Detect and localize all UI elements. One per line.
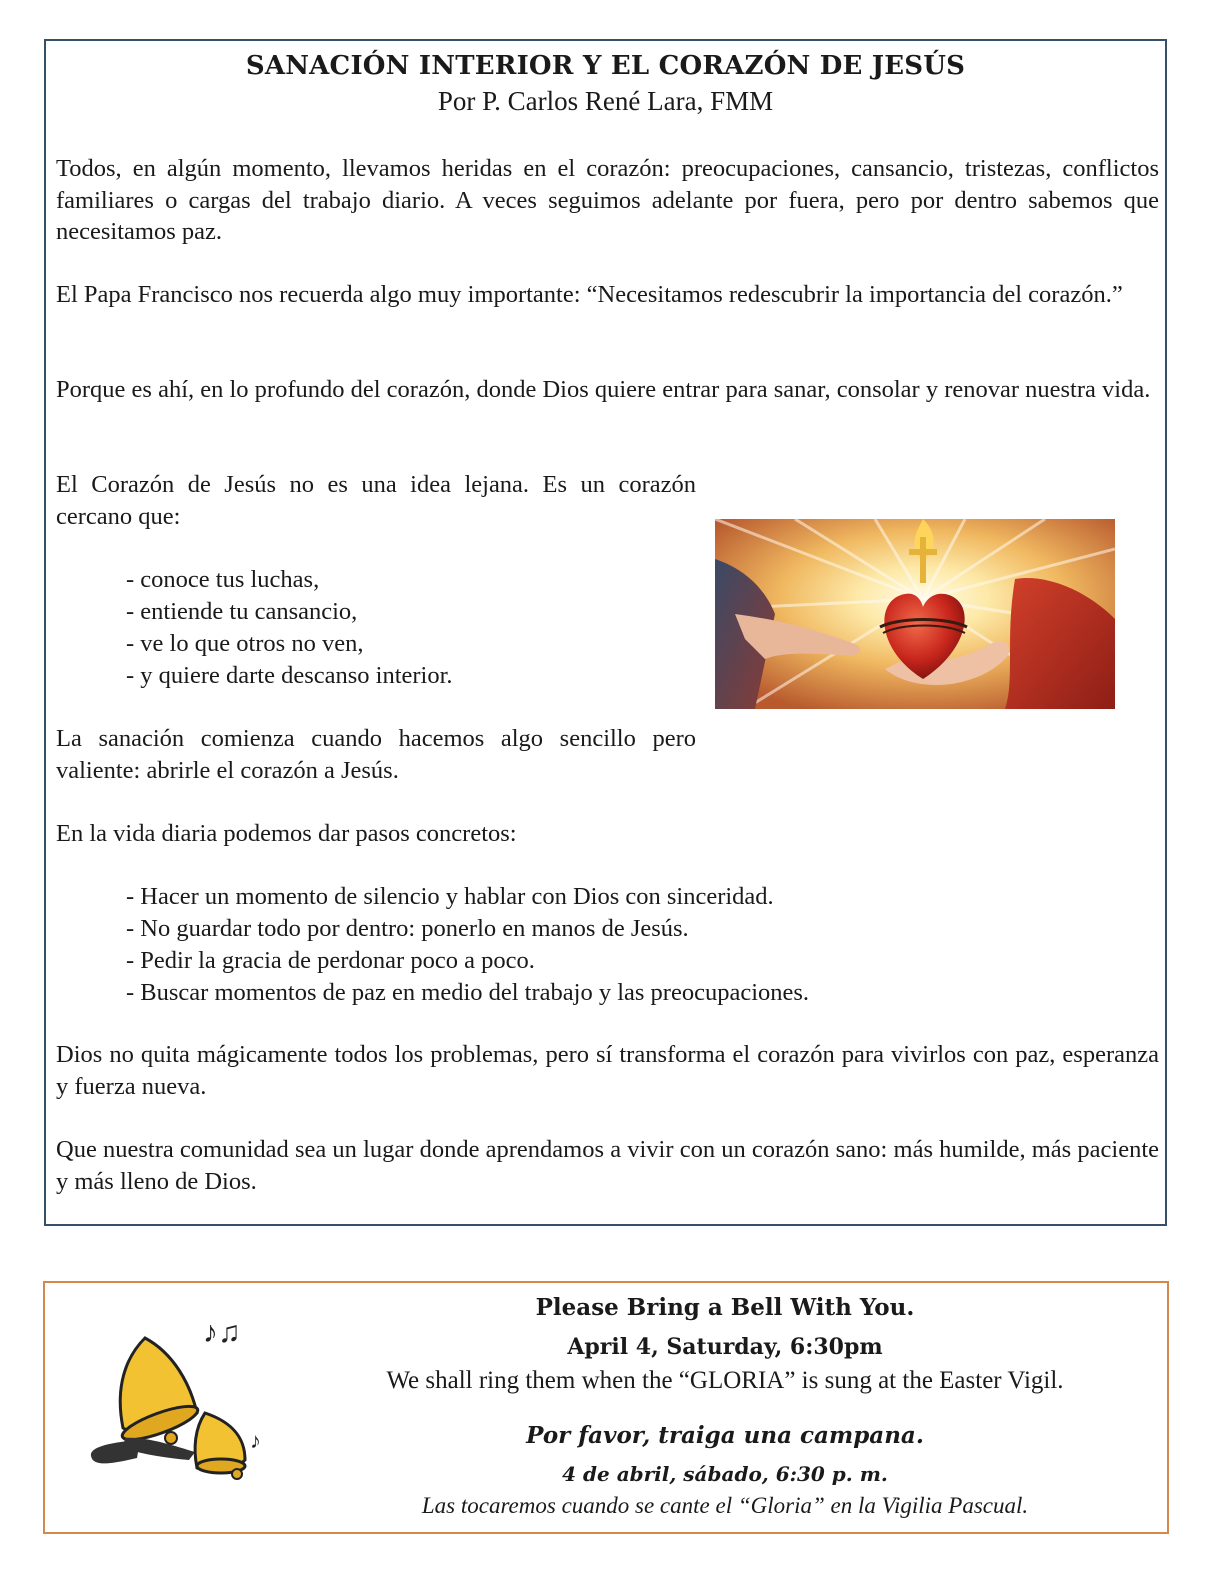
paragraph-2: El Papa Francisco nos recuerda algo muy importante: “Necesitamos redescubrir la importancia del corazón.” <box>56 281 1123 308</box>
paragraph-7: Dios no quita mágicamente todos los problemas, pero sí transforma el corazón para vivirlos con paz, esperanza y fuerza nueva. <box>56 1041 1159 1100</box>
paragraph-5: La sanación comienza cuando hacemos algo sencillo pero valiente: abrirle el corazón a Jesús. <box>56 725 696 784</box>
list-item: - entiende tu cansancio, <box>126 598 358 625</box>
paragraph-8: Que nuestra comunidad sea un lugar donde aprendamos a vivir con un corazón sano: más humilde, más paciente y más lleno de Dios. <box>56 1136 1159 1195</box>
notice-body-es: Las tocaremos cuando se cante el “Gloria” en la Vigilia Pascual. <box>421 1493 1029 1518</box>
paragraph-6: En la vida diaria podemos dar pasos concretos: <box>56 820 517 847</box>
paragraph-4: El Corazón de Jesús no es una idea lejana. Es un corazón cercano que: <box>56 471 696 530</box>
list-item: - Pedir la gracia de perdonar poco a poco. <box>126 947 535 974</box>
bell-notice-box <box>43 1281 1169 1534</box>
notice-title-en: Please Bring a Bell With You. <box>535 1294 915 1321</box>
paragraph-3: Porque es ahí, en lo profundo del corazón, donde Dios quiere entrar para sanar, consolar y renovar nuestra vida. <box>56 376 1151 403</box>
list-item: - No guardar todo por dentro: ponerlo en manos de Jesús. <box>126 915 689 942</box>
paragraph-1: Todos, en algún momento, llevamos heridas en el corazón: preocupaciones, cansancio, tristezas, conflictos familiares o cargas del trabajo diario. A veces seguimos adelante por fuera, pero por dentro sabemos que necesitamos paz. <box>56 155 1159 245</box>
article-box <box>44 39 1167 1226</box>
article-byline: Por P. Carlos René Lara, FMM <box>437 86 774 116</box>
notice-body-en: We shall ring them when the “GLORIA” is sung at the Easter Vigil. <box>386 1367 1064 1394</box>
list-item: - conoce tus luchas, <box>126 566 320 593</box>
hand-bell-icon <box>85 1316 285 1488</box>
notice-date-en: April 4, Saturday, 6:30pm <box>567 1334 883 1360</box>
list-item: - Hacer un momento de silencio y hablar con Dios con sinceridad. <box>126 883 774 910</box>
heart-qualities-list <box>126 564 453 692</box>
sacred-heart-image <box>715 519 1115 709</box>
notice-title-es: Por favor, traiga una campana. <box>526 1422 924 1449</box>
music-note-icon: ♪ <box>250 1428 261 1453</box>
concrete-steps-list <box>126 881 809 1009</box>
article-title: SANACIÓN INTERIOR Y EL CORAZÓN DE JESÚS <box>245 51 966 81</box>
music-note-icon: ♪♫ <box>203 1316 241 1349</box>
notice-date-es: 4 de abril, sábado, 6:30 p. m. <box>562 1462 888 1486</box>
list-item: - Buscar momentos de paz en medio del trabajo y las preocupaciones. <box>126 979 810 1006</box>
list-item: - y quiere darte descanso interior. <box>126 662 453 689</box>
list-item: - ve lo que otros no ven, <box>126 630 364 657</box>
